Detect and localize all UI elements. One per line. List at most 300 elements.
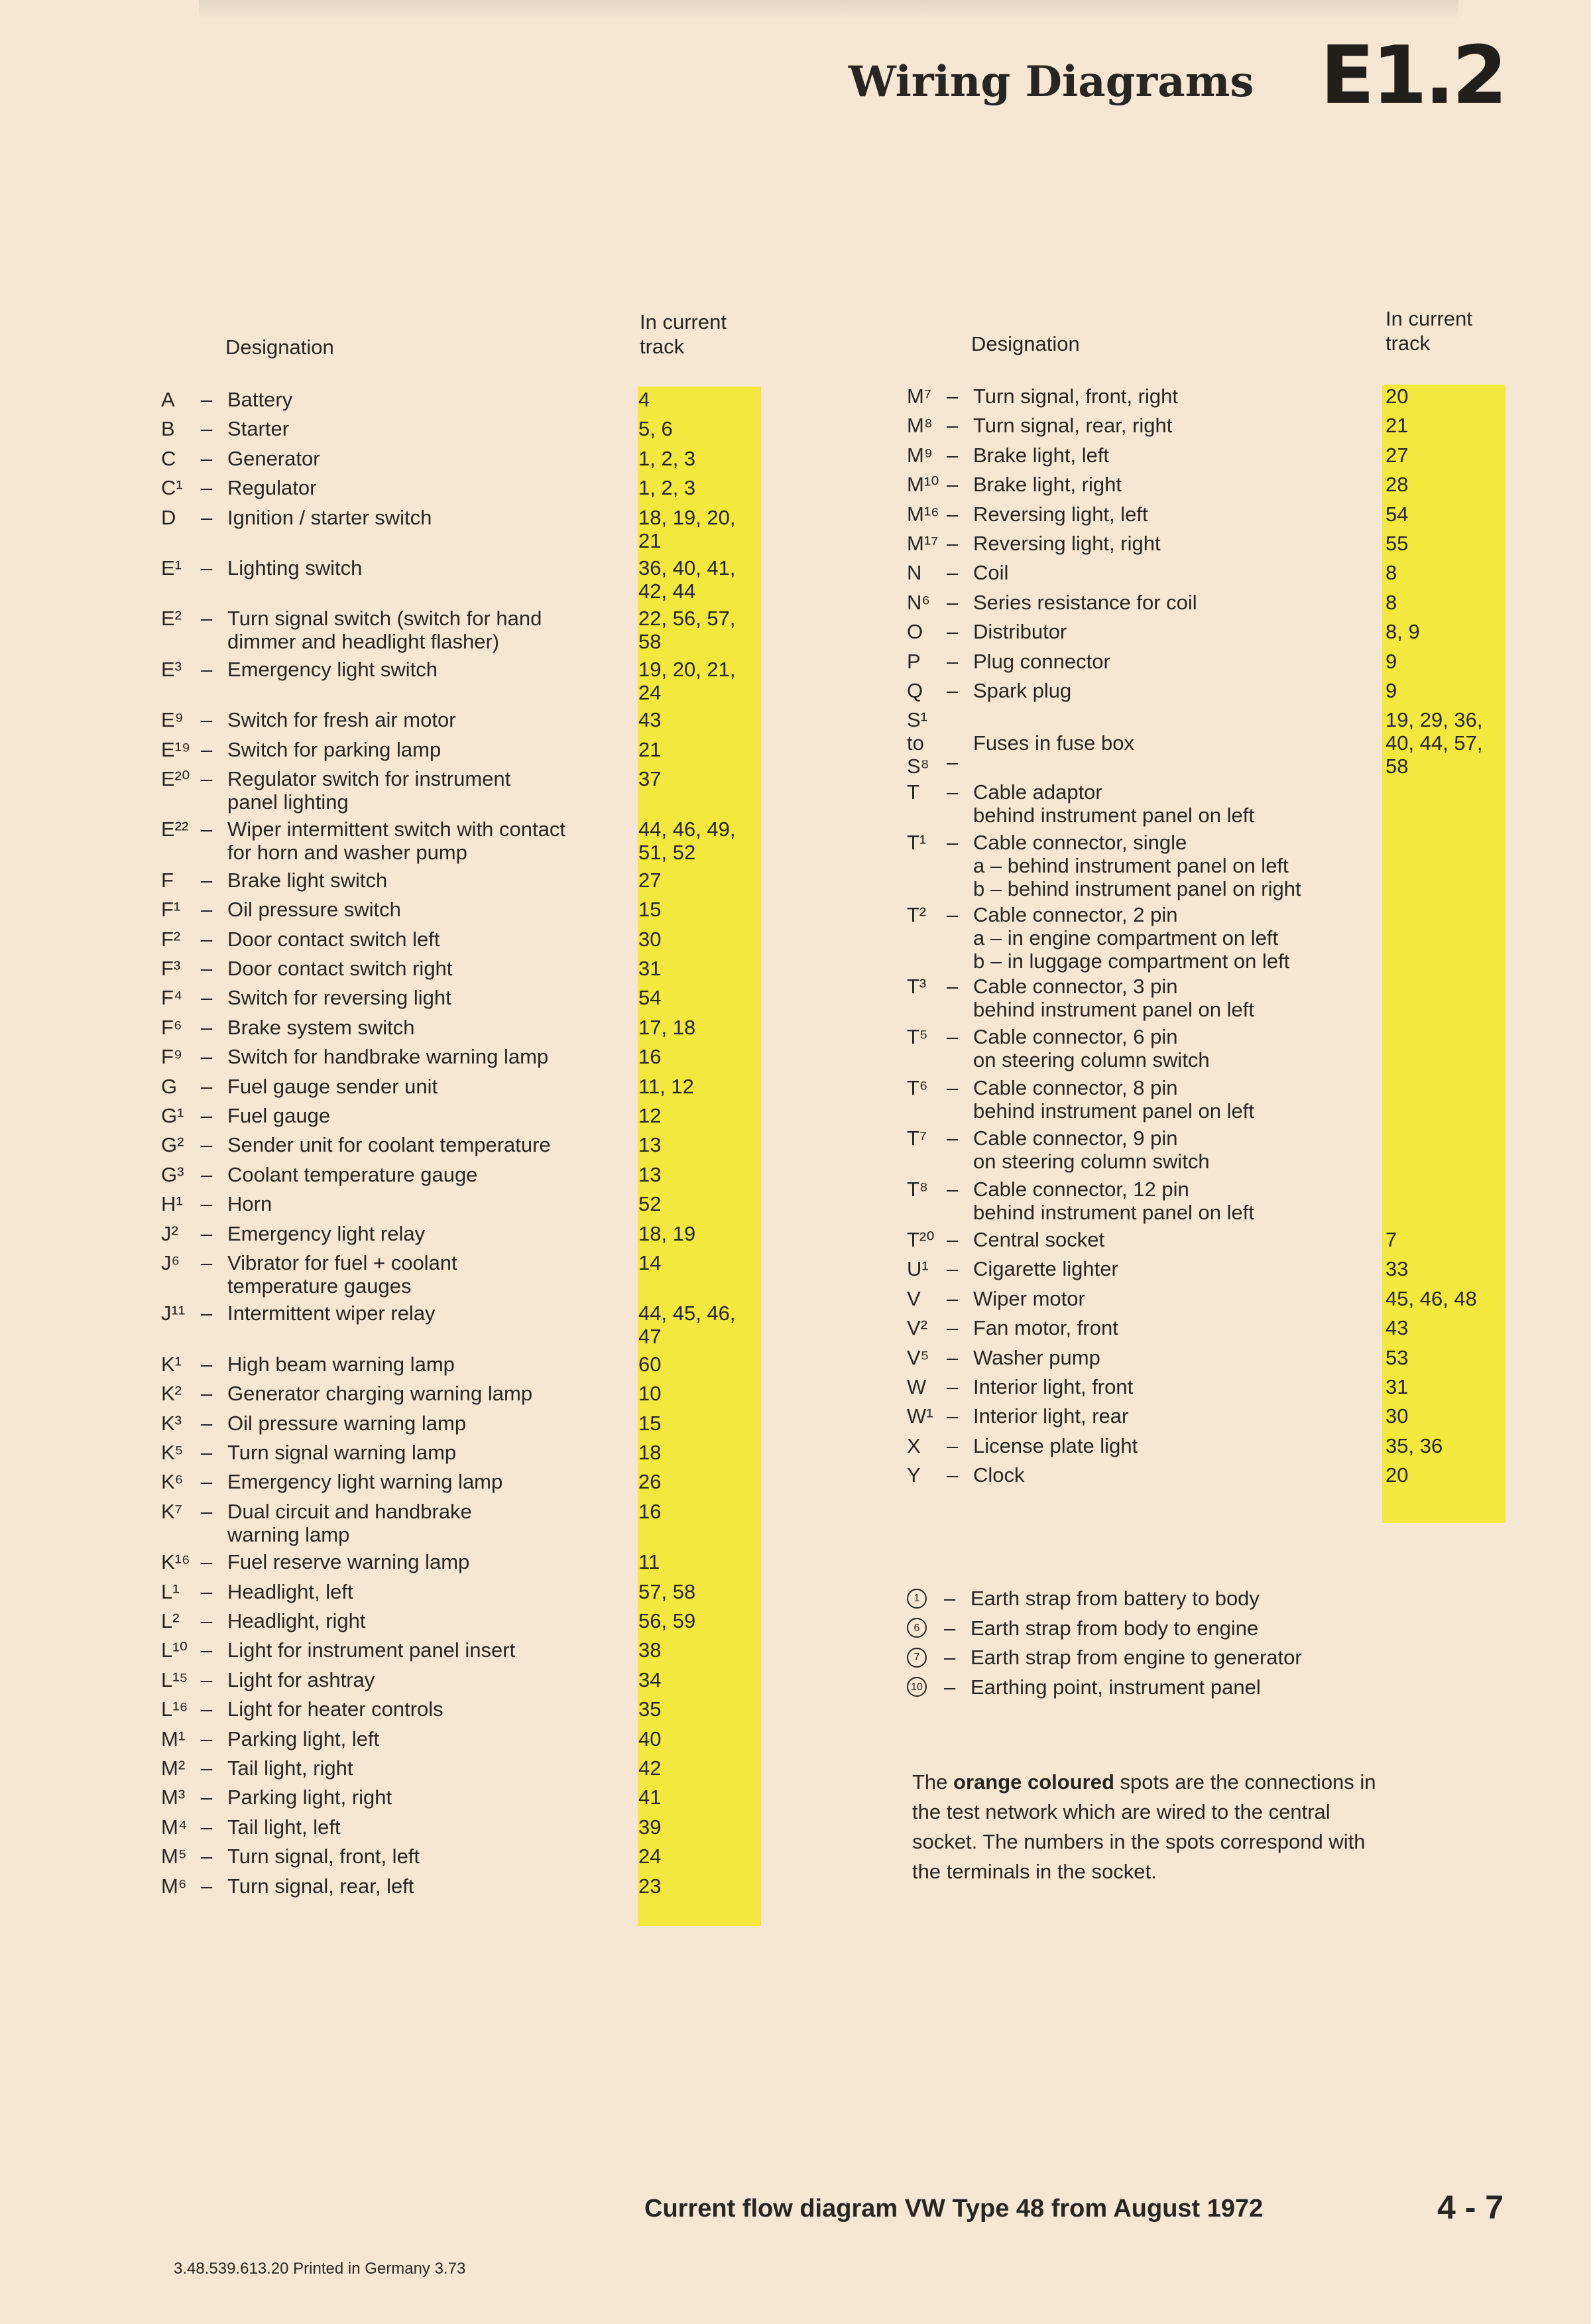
separator-dash: – [201, 898, 213, 922]
current-track-value: 44, 45, 46, 47 [638, 1302, 736, 1349]
current-track-value: 13 [638, 1133, 662, 1157]
designation-row [161, 957, 731, 980]
left-designation-heading: Designation [225, 336, 334, 359]
designation-row [161, 1382, 731, 1405]
component-code: M⁷ [907, 385, 932, 408]
component-description: Spark plug [973, 679, 1072, 702]
current-track-value: 11 [638, 1550, 660, 1574]
current-track-value: 15 [638, 1411, 662, 1435]
current-track-value: 22, 56, 57, 58 [638, 607, 736, 654]
designation-row [161, 1412, 731, 1435]
separator-dash: – [947, 1404, 959, 1428]
current-track-value: 1, 2, 3 [638, 476, 696, 500]
component-code: F [161, 868, 174, 892]
page-number: 4 - 7 [1437, 2189, 1504, 2226]
component-code: F¹ [161, 898, 181, 922]
separator-dash: – [201, 1192, 213, 1216]
component-code: B [161, 417, 175, 441]
separator-dash: – [201, 1756, 213, 1780]
component-code: K² [161, 1382, 182, 1406]
component-code: F⁶ [161, 1015, 182, 1039]
component-code: C¹ [161, 476, 183, 500]
component-description: Cable adaptor behind instrument panel on left [973, 780, 1254, 827]
earth-point-description: Earth strap from engine to generator [971, 1646, 1302, 1669]
current-track-value: 60 [638, 1352, 662, 1376]
component-code: M¹ [161, 1727, 186, 1750]
current-track-value: 18 [638, 1441, 662, 1464]
separator-dash: – [201, 417, 213, 441]
designation-row [161, 1075, 731, 1098]
separator-dash: – [947, 532, 959, 555]
earth-point-description: Earth strap from battery to body [971, 1587, 1260, 1610]
designation-row [907, 591, 1517, 614]
designation-row [907, 503, 1517, 526]
separator-dash: – [201, 1550, 213, 1574]
designation-row [161, 476, 731, 499]
current-track-value: 37 [638, 767, 662, 790]
current-track-value: 35, 36 [1385, 1434, 1443, 1457]
current-track-value: 28 [1385, 473, 1409, 497]
earth-point-description: Earth strap from body to engine [971, 1616, 1259, 1640]
note-emphasis: orange coloured [953, 1770, 1114, 1794]
component-description: Regulator switch for instrument panel lighting [227, 767, 511, 814]
component-description: Door contact switch right [227, 957, 453, 980]
component-description: Light for instrument panel insert [227, 1638, 516, 1662]
current-track-value: 9 [1385, 679, 1397, 702]
component-code: T [907, 780, 919, 804]
component-description: Cable connector, 6 pin on steering column switch [973, 1025, 1210, 1072]
component-code: L¹ [161, 1579, 180, 1603]
component-description: Switch for fresh air motor [227, 708, 456, 732]
component-description: Light for heater controls [227, 1697, 443, 1721]
component-description: Cable connector, 8 pin behind instrument panel on left [973, 1075, 1254, 1123]
separator-dash: – [201, 1441, 213, 1464]
component-code: K⁵ [161, 1441, 184, 1464]
separator-dash: – [947, 561, 959, 585]
component-code: T⁵ [907, 1025, 928, 1049]
designation-row [161, 1609, 731, 1632]
component-description: Wiper intermittent switch with contact for horn and washer pump [227, 818, 565, 865]
designation-row [907, 620, 1517, 643]
separator-dash: – [201, 1251, 213, 1274]
designation-row [161, 1302, 736, 1349]
component-code: N [907, 561, 922, 585]
separator-dash: – [201, 737, 213, 761]
current-track-value: 27 [638, 868, 662, 892]
earth-point-row [907, 1676, 1261, 1699]
separator-dash: – [201, 388, 213, 411]
current-track-value: 19, 29, 36, 40, 44, 57, 58 [1385, 708, 1483, 778]
component-code: T¹ [907, 831, 927, 855]
separator-dash: – [201, 476, 213, 500]
component-code: V² [907, 1316, 927, 1340]
component-code: M⁶ [161, 1874, 187, 1898]
component-code: F³ [161, 957, 181, 980]
component-code: T³ [907, 975, 927, 998]
component-description: License plate light [973, 1434, 1138, 1457]
separator-dash: – [201, 957, 213, 980]
designation-row [161, 898, 731, 921]
component-code: M¹⁷ [907, 532, 939, 555]
component-description: Cable connector, 3 pin behind instrument panel on left [973, 975, 1254, 1021]
separator-dash: – [944, 1616, 956, 1640]
separator-dash: – [201, 1668, 213, 1691]
designation-row [161, 1441, 731, 1464]
current-track-value: 31 [1385, 1375, 1409, 1398]
component-code: G¹ [161, 1104, 184, 1127]
separator-dash: – [201, 1133, 213, 1157]
separator-dash: – [947, 649, 959, 673]
separator-dash: – [201, 927, 213, 951]
component-code: M⁸ [907, 414, 933, 438]
component-description: Headlight, right [227, 1609, 366, 1632]
designation-row [161, 1470, 731, 1493]
current-track-value: 18, 19, 20, 21 [638, 505, 736, 552]
designation-row [907, 532, 1517, 555]
component-description: Cable connector, single a – behind instrument panel on left b – behind instrument panel on right [973, 831, 1301, 901]
separator-dash: – [947, 1075, 959, 1099]
component-description: Parking light, left [227, 1727, 380, 1750]
component-description: Wiper motor [973, 1286, 1085, 1310]
component-code: L¹⁵ [161, 1668, 188, 1691]
designation-row [907, 975, 1517, 1021]
component-description: High beam warning lamp [227, 1352, 455, 1376]
separator-dash: – [947, 385, 959, 408]
designation-row [161, 1500, 731, 1546]
separator-dash: – [201, 1638, 213, 1662]
current-track-value: 17, 18 [638, 1015, 696, 1039]
current-track-value: 21 [638, 737, 662, 761]
separator-dash: – [201, 1470, 213, 1494]
separator-dash: – [201, 1104, 213, 1127]
component-description: Generator charging warning lamp [227, 1382, 533, 1406]
component-description: Switch for reversing light [227, 986, 451, 1010]
designation-row [161, 1045, 731, 1068]
component-description: Lighting switch [227, 556, 363, 580]
separator-dash: – [201, 1845, 213, 1868]
designation-row [907, 1463, 1517, 1487]
separator-dash: – [947, 1345, 959, 1369]
component-description: Fan motor, front [973, 1316, 1118, 1340]
component-description: Turn signal warning lamp [227, 1441, 457, 1464]
earth-point-row [907, 1646, 1302, 1669]
component-description: Sender unit for coolant temperature [227, 1133, 551, 1157]
component-description: Ignition / starter switch [227, 505, 432, 529]
separator-dash: – [947, 590, 959, 614]
component-code: V [907, 1286, 921, 1310]
designation-row [907, 1025, 1517, 1071]
component-description: Emergency light relay [227, 1221, 426, 1245]
component-code: E¹⁹ [161, 737, 191, 761]
current-track-value: 30 [638, 927, 662, 951]
designation-row [161, 1104, 731, 1127]
separator-dash: – [201, 657, 213, 681]
designation-row [907, 1178, 1517, 1224]
component-description: Intermittent wiper relay [227, 1302, 436, 1325]
component-code: K¹ [161, 1352, 182, 1376]
separator-dash: – [944, 1646, 956, 1669]
separator-dash: – [201, 1874, 213, 1898]
component-code: T⁶ [907, 1075, 928, 1099]
component-description: Cigarette lighter [973, 1257, 1118, 1281]
designation-row [161, 1580, 731, 1603]
component-code: E¹ [161, 556, 182, 580]
separator-dash: – [947, 1316, 959, 1340]
designation-row [161, 1845, 731, 1868]
footer-title: Current flow diagram VW Type 48 from August 1972 [644, 2195, 1264, 2223]
circled-number-icon: 6 [907, 1618, 927, 1638]
current-track-value: 53 [1385, 1345, 1409, 1369]
designation-row [907, 561, 1517, 584]
separator-dash: – [947, 443, 959, 467]
designation-row [161, 1756, 731, 1780]
separator-dash: – [201, 1499, 213, 1523]
component-code: M⁵ [161, 1845, 187, 1868]
right-track-heading: In current track [1385, 307, 1472, 355]
designation-row [161, 708, 731, 731]
component-code: M³ [161, 1786, 186, 1809]
current-track-value: 8 [1385, 561, 1397, 585]
component-description: Fuel gauge [227, 1104, 331, 1127]
current-track-value: 34 [638, 1668, 662, 1691]
component-description: Tail light, right [227, 1756, 353, 1780]
current-track-value: 54 [638, 986, 662, 1010]
designation-row [161, 556, 736, 603]
earth-point-description: Earthing point, instrument panel [971, 1675, 1261, 1699]
current-track-value: 30 [1385, 1404, 1409, 1428]
separator-dash: – [947, 1375, 959, 1398]
component-code: G [161, 1074, 178, 1098]
component-code: U¹ [907, 1257, 929, 1281]
separator-dash: – [201, 556, 213, 580]
separator-dash: – [201, 1074, 213, 1098]
separator-dash: – [947, 679, 959, 702]
designation-row [161, 986, 731, 1009]
designation-row [907, 385, 1517, 408]
component-code: T⁷ [907, 1127, 927, 1150]
current-track-value: 43 [638, 708, 662, 732]
component-code: N⁶ [907, 590, 931, 614]
component-code: H¹ [161, 1192, 183, 1216]
designation-row [907, 414, 1517, 437]
designation-row [161, 1727, 731, 1750]
component-description: Door contact switch left [227, 927, 440, 951]
designation-row [907, 708, 1517, 778]
current-track-value: 15 [638, 898, 662, 922]
current-track-value: 57, 58 [638, 1579, 696, 1603]
separator-dash: – [201, 986, 213, 1010]
designation-row [907, 1257, 1517, 1280]
component-description: Coil [973, 561, 1009, 585]
separator-dash: – [947, 1463, 959, 1487]
component-code: G³ [161, 1162, 184, 1186]
component-description: Distributor [973, 620, 1067, 644]
designation-row [907, 1228, 1517, 1251]
separator-dash: – [947, 751, 959, 774]
component-description: Oil pressure warning lamp [227, 1411, 467, 1435]
component-description: Brake light, right [973, 473, 1122, 497]
current-track-value: 10 [638, 1382, 662, 1406]
component-code: F⁹ [161, 1045, 183, 1069]
page-title: Wiring Diagrams [848, 57, 1254, 107]
current-track-value: 42 [638, 1756, 662, 1780]
designation-row [161, 1192, 731, 1215]
designation-row [161, 869, 731, 892]
component-description: Cable connector, 2 pin a – in engine compartment on left b – in luggage compartment on left [973, 902, 1290, 973]
component-description: Switch for parking lamp [227, 737, 442, 761]
designation-row [161, 1786, 731, 1809]
component-description: Brake system switch [227, 1015, 415, 1039]
component-code: K¹⁶ [161, 1550, 190, 1574]
designation-row [161, 388, 731, 411]
separator-dash: – [201, 607, 213, 631]
current-track-value: 8 [1385, 590, 1397, 614]
component-code: L¹⁰ [161, 1638, 188, 1662]
current-track-value: 19, 20, 21, 24 [638, 657, 736, 704]
component-description: Interior light, rear [973, 1404, 1129, 1428]
separator-dash: – [201, 1786, 213, 1809]
component-description: Vibrator for fuel + coolant temperature gauges [227, 1251, 457, 1298]
designation-row [161, 1222, 731, 1245]
separator-dash: – [201, 868, 213, 892]
separator-dash: – [947, 1025, 959, 1049]
component-description: Cable connector, 12 pin behind instrument panel on left [973, 1177, 1254, 1224]
current-track-value: 5, 6 [638, 417, 673, 441]
current-track-value: 40 [638, 1727, 662, 1750]
current-track-value: 16 [638, 1499, 662, 1523]
component-code: M² [161, 1756, 186, 1780]
component-description: Plug connector [973, 649, 1110, 673]
component-description: Generator [227, 446, 320, 470]
designation-row [161, 1133, 731, 1156]
component-description: Coolant temperature gauge [227, 1162, 478, 1186]
separator-dash: – [201, 767, 213, 790]
designation-row [907, 1404, 1517, 1428]
current-track-value: 41 [638, 1786, 662, 1809]
component-description: Dual circuit and handbrake warning lamp [227, 1499, 472, 1546]
component-description: Turn signal, front, right [973, 385, 1178, 408]
current-track-value: 56, 59 [638, 1609, 696, 1632]
current-track-value: 21 [1385, 414, 1409, 438]
designation-row [161, 1697, 731, 1721]
separator-dash: – [947, 780, 959, 804]
component-code: E²² [161, 818, 189, 841]
component-description: Fuel reserve warning lamp [227, 1550, 470, 1574]
designation-row [161, 928, 731, 951]
designation-row [161, 1163, 731, 1186]
separator-dash: – [201, 1015, 213, 1039]
designation-row [161, 1353, 731, 1376]
designation-row [161, 1815, 731, 1839]
separator-dash: – [947, 902, 959, 926]
component-description: Starter [227, 417, 290, 441]
separator-dash: – [201, 1221, 213, 1245]
component-code: F² [161, 927, 181, 951]
component-code: E²⁰ [161, 767, 190, 790]
separator-dash: – [947, 831, 959, 855]
separator-dash: – [201, 1045, 213, 1069]
current-track-value: 1, 2, 3 [638, 446, 696, 470]
component-description: Light for ashtray [227, 1668, 375, 1691]
component-code: P [907, 649, 921, 673]
separator-dash: – [947, 1228, 959, 1251]
designation-row [907, 444, 1517, 467]
component-code: X [907, 1434, 921, 1457]
component-code: Q [907, 679, 923, 702]
component-description: Parking light, right [227, 1786, 392, 1809]
component-code: T²⁰ [907, 1228, 935, 1251]
designation-row [907, 650, 1517, 673]
designation-row [161, 417, 731, 440]
component-description: Horn [227, 1192, 272, 1216]
designation-row [161, 1251, 731, 1298]
component-description: Battery [227, 388, 293, 411]
current-track-value: 18, 19 [638, 1221, 696, 1245]
designation-row [161, 818, 736, 865]
right-designation-heading: Designation [971, 332, 1080, 355]
component-code: L¹⁶ [161, 1697, 188, 1721]
component-code: J² [161, 1221, 178, 1245]
separator-dash: – [947, 502, 959, 526]
current-track-value: 9 [1385, 649, 1397, 673]
left-track-heading: In current track [640, 310, 727, 358]
separator-dash: – [201, 505, 213, 529]
designation-row [907, 1375, 1517, 1398]
component-description: Emergency light switch [227, 657, 438, 681]
separator-dash: – [201, 818, 213, 841]
component-code: M⁹ [907, 443, 933, 467]
component-description: Series resistance for coil [973, 590, 1197, 614]
designation-row [907, 903, 1517, 973]
designation-row [161, 1668, 731, 1691]
designation-row [907, 780, 1517, 827]
separator-dash: – [947, 1286, 959, 1310]
designation-row [161, 505, 736, 552]
separator-dash: – [201, 1727, 213, 1750]
component-code: E³ [161, 657, 182, 681]
designation-row [907, 831, 1517, 900]
designation-row [907, 1287, 1517, 1310]
separator-dash: – [201, 1609, 213, 1632]
circled-number-icon: 10 [907, 1677, 927, 1697]
separator-dash: – [947, 1257, 959, 1281]
component-description: Fuel gauge sender unit [227, 1074, 438, 1098]
current-track-value: 27 [1385, 443, 1409, 467]
component-code: Y [907, 1463, 921, 1487]
separator-dash: – [947, 1127, 959, 1150]
component-code: M¹⁰ [907, 473, 939, 497]
current-track-value: 4 [638, 388, 650, 411]
designation-row [907, 1076, 1517, 1123]
earth-point-row [907, 1587, 1260, 1610]
current-track-value: 23 [638, 1874, 662, 1898]
component-code: M⁴ [161, 1815, 188, 1839]
designation-row [161, 767, 731, 814]
current-track-value: 16 [638, 1045, 662, 1069]
designation-row [907, 1127, 1517, 1173]
separator-dash: – [944, 1587, 956, 1610]
component-description: Central socket [973, 1228, 1105, 1251]
component-code: C [161, 446, 176, 470]
component-description: Emergency light warning lamp [227, 1470, 503, 1494]
component-code: K⁷ [161, 1499, 182, 1523]
separator-dash: – [201, 1382, 213, 1406]
component-code: T⁸ [907, 1177, 929, 1201]
separator-dash: – [201, 1162, 213, 1186]
designation-row [907, 1434, 1517, 1457]
current-track-value: 36, 40, 41, 42, 44 [638, 556, 736, 603]
separator-dash: – [201, 446, 213, 470]
